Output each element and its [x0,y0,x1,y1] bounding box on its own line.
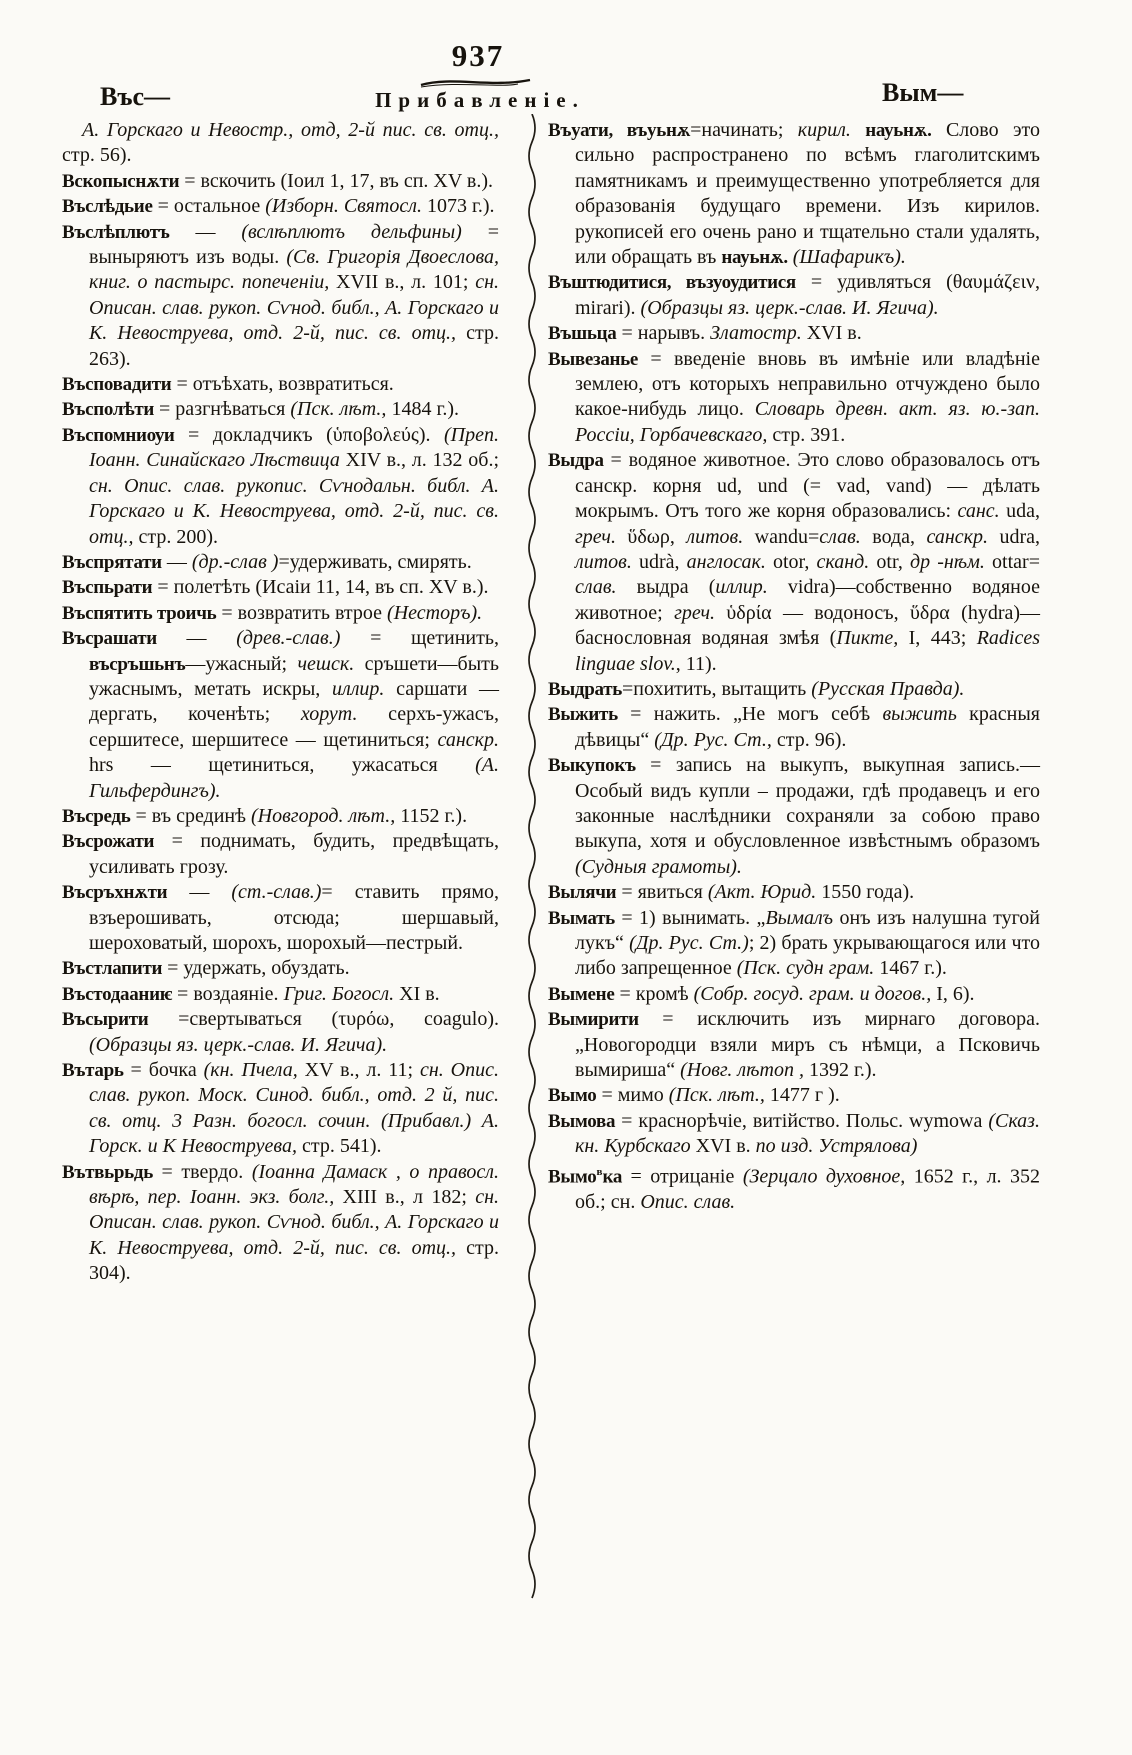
dictionary-entry [548,753,1040,880]
body-text: стр. 56). [62,144,132,167]
right-catchword: Вым— [882,78,964,107]
body-text: = докладчикъ ( [174,423,333,446]
dictionary-entry [548,880,1040,905]
body-text: = поднимать, будить, предвѣщать, усиливать грозу. [89,830,499,878]
citation-text: Златостр. [710,322,802,345]
body-text: = остальное [152,195,266,218]
body-text: = отрицаніе [622,1165,743,1188]
entry-headword: Вымо [548,1085,597,1107]
citation-text: (Св. Григорія Двоеслова, книг. о пастырс. попеченіи, [89,246,499,294]
citation-text: выжить [882,703,957,726]
body-text: 1152 г.). [395,804,468,827]
citation-text: иллир. [715,576,768,599]
body-text: = воздаяніе. [172,982,284,1005]
entry-headword: Въсрашати [62,628,157,650]
citation-text: (кн. Пчела, [203,1059,298,1082]
body-text: — [161,550,192,573]
entry-headword: Вылячи [548,882,617,904]
body-text: = возвратить втрое [216,601,388,624]
body-text: = введеніе вновь въ имѣніе или владѣніе землею, отъ которыхъ неправильно отчуждено было какое-нибудь лицо. [575,347,1040,421]
entry-headword: Въштюдитися, възуоудитися [548,272,796,294]
body-text: XVII в., л. 101; [329,271,476,294]
entry-headword: науьнѫ. [721,247,788,269]
body-text: = полетѣть (Исаіи 11, 14, въ сп. XV в.). [152,576,489,599]
left-column [62,118,499,1287]
body-text: =удерживать, смирять. [278,550,472,573]
entry-headword: Вымирити [548,1009,639,1031]
dictionary-entry [62,423,499,550]
body-text: = выныряютъ изъ воды. [89,220,499,269]
body-text: —ужасный; [185,652,298,675]
citation-text: санскр. [926,525,989,548]
entry-headword: Вътарь [62,1060,124,1082]
citation-text: по изд. Устрялова) [755,1135,918,1158]
dictionary-entry [62,626,499,804]
left-catchword: Въс— [100,82,171,111]
body-text: вода, [860,525,927,548]
dictionary-entry [548,906,1040,982]
body-text: = запись на выкупъ, выкупная запись.—Особый видъ купли – продажи, гдѣ продавецъ и его законные наслѣдники сохраняли за собою право выкупа, хотя и обусловленное извѣстнымъ образомъ [575,754,1040,853]
dictionary-entry [548,448,1040,677]
body-text: I, 443; [898,627,977,650]
entry-headword: Въспрятати [62,551,162,573]
body-text: ; 2) брать укрывающагося или что либо запрещенное [575,932,1040,980]
body-text: hrs — щетиниться, ужасаться [89,754,476,777]
entry-continuation [62,118,499,169]
citation-text: (Шафарикъ). [792,246,906,269]
body-text: Слово это сильно распространено по всѣмъ глаголитскимъ памятникамъ и преимущественно употребляется для образованія будущаго времени. Изъ кирилов. рукописей его очень рано и тщательно стали удалять, или обращать въ [575,119,1041,269]
dictionary-entry [62,575,499,600]
dictionary-entry [548,1109,1040,1160]
greek-text: ὑδρία [726,601,772,624]
body-text: 1467 г.). [874,957,947,980]
body-text: стр. 263). [89,322,499,370]
body-text: 1392 г.). [803,1059,877,1082]
citation-text: (Русская Правда). [811,677,965,700]
citation-text: англосак. [686,550,766,573]
entry-headword: Въслѣдьие [62,196,153,218]
body-text: = водяное животное. Это слово образовалось отъ санскр. корня ud, und (= vad, vand) — дѣлать мокрымъ. Отъ того же корня образовались: [575,449,1040,523]
body-text: = твердо. [152,1160,252,1183]
citation-text: (Іоанна Дамаск , о правосл. вѣрѣ, пер. Іоанн. экз. болг., [89,1160,499,1209]
greek-text: τυρόω [338,1008,390,1031]
dictionary-entry [62,550,499,575]
entry-headword: Выдрать [548,678,622,700]
dictionary-entry [62,372,499,397]
citation-text: (А. Гильфердингъ). [89,754,499,802]
entry-headword: Въшьца [548,323,617,345]
citation-text: санс. [957,500,1000,523]
body-text: стр. 200). [133,525,218,548]
entry-headword: Въспомниѹи [62,424,175,446]
body-text: vidra)—собственно водяное животное; [575,576,1041,624]
entry-headword: Вывезанье [548,348,639,370]
citation-text: (Образцы яз. церк.-слав. И. Ягича). [89,1033,388,1056]
dictionary-entry [548,118,1040,270]
dictionary-entry [548,1007,1040,1083]
citation-text: (Пск. судн грам. [736,957,875,980]
entry-headword: ка [602,1166,623,1188]
dictionary-entry [548,677,1040,702]
citation-text: Григ. Богосл. [283,982,395,1005]
citation-text: (вслѣплютъ дельфины) [241,220,462,243]
body-text: otor, [765,550,817,573]
entry-headword: Въсредь [62,805,131,827]
body-text: uda, [999,500,1040,523]
body-text: = отъѣхать, возвратиться. [171,373,394,396]
citation-text: сканд. [816,550,870,573]
body-text: = исключить изъ мирнаго договора. „Новогородци взяли миръ съ нѣмци, а Псковичь вымириша“ [575,1008,1040,1082]
body-text: — [167,881,232,904]
body-text: =свертываться ( [148,1008,339,1031]
body-text: — водоносъ, [771,601,910,624]
citation-text: (ст.-слав.) [231,881,322,904]
citation-text: греч. [674,601,716,624]
dictionary-entry [62,880,499,956]
citation-text: литов. [575,550,632,573]
body-text: , coagulo). [389,1008,499,1031]
body-text: сръшети—быть ужаснымъ, метать искры, [89,652,499,700]
body-text: = нажить. „Не могъ себѣ [617,703,883,726]
page-number: 937 [451,38,505,73]
citation-text: слав. [575,576,617,599]
entry-headword: Въсрожати [62,831,155,853]
dictionary-entry [548,321,1040,346]
dictionary-entry [548,1160,1040,1215]
body-text: udrà, [631,550,687,573]
citation-text: (Новгород. лѣт., [251,804,396,827]
citation-text: санскр. [437,728,499,751]
body-text: = нарывъ. [616,322,711,345]
body-text: стр. 304). [89,1236,499,1285]
body-text: =начинать; [690,119,798,141]
body-text: = кромѣ [614,982,694,1005]
dictionary-entry [62,397,499,422]
dictionary-entry [62,601,499,626]
body-text: = разгнѣваться [154,398,291,421]
dictionary-entry [548,1083,1040,1108]
dictionary-entry [548,982,1040,1007]
entry-headword: Въсповадити [62,374,172,396]
body-text: = ставить прямо, взъерошивать, отсюда; шершавый, шероховатый, шорохъ, шорохый—пестрый. [89,881,499,954]
citation-text: (др.-слав ) [191,550,279,573]
entry-headword: Вскопыснѫти [62,170,180,192]
body-text: XI в. [394,982,440,1005]
body-text: = мимо [596,1084,669,1107]
body-text: = въ срединѣ [130,804,251,827]
entry-headword: Въспятить троичь [62,602,217,624]
citation-text: (Акт. Юрид. [707,881,817,904]
citation-text: слав. [819,525,861,548]
citation-text: (древ.-слав.) [236,627,341,650]
body-text: 1484 г.). [386,398,460,421]
body-text: выдра ( [616,576,716,599]
citation-text: литов. [686,525,744,548]
dictionary-entry [62,1160,499,1287]
entry-headword: Въстодааниѥ [62,983,173,1005]
body-text: — [156,627,237,650]
citation-text: Опис. слав. [640,1190,736,1213]
body-text: стр. 96). [771,728,847,751]
body-text: XVI в. [801,322,862,345]
citation-text: Пикте, [836,627,899,650]
dictionary-entry [62,194,499,219]
body-text: (hydra)—баснословная водяная змѣя ( [575,601,1041,650]
body-text: ottar= [984,550,1040,573]
citation-text: (Пск. лѣт., [668,1084,765,1107]
body-text: = явиться [616,881,708,904]
citation-text: греч. [575,525,616,548]
body-text: = бочка [123,1059,204,1082]
body-text: udra, [988,525,1041,548]
dictionary-entry [62,982,499,1007]
dictionary-entry [62,220,499,372]
citation-text: (Зерцало духовное, [742,1165,906,1188]
entry-headword: Вымо [548,1166,597,1188]
body-text: = щетинить, [340,627,499,650]
dictionary-entry [62,1007,499,1058]
greek-text: θαυμάζειν [952,271,1035,294]
body-text: = 1) вынимать. „ [614,906,766,929]
entry-headword: Выжить [548,704,618,726]
greek-text: ὕδωρ [627,525,670,548]
dictionary-entry [62,169,499,194]
citation-text: (Сказ. кн. Курбскаго [575,1109,1040,1158]
body-text: I, 6). [931,982,975,1005]
body-text: , mirari). [575,271,1040,319]
citation-text: сн. Описан. слав. рукоп. Сѵнод. библ., А. Горскаго и К. Невоструева, отд. 2-й, пис. св. отц., [89,1186,500,1259]
dictionary-entry [62,829,499,880]
entry-headword: Выдра [548,450,604,472]
body-text: XIV в., л. 132 об.; [339,449,500,472]
citation-text: (Др. Рус. Ст., [654,728,772,751]
body-text [851,119,865,141]
column-divider [524,114,540,1604]
entry-headword: Въспьрати [62,577,153,599]
citation-text: (Собр. госуд. грам. и догов., [693,982,932,1005]
right-column [548,118,1040,1215]
body-text: = удивляться ( [795,271,953,294]
body-text: wandu= [743,525,820,548]
citation-text: А. Горскаго и Невостр., отд, 2-й пис. св. отц., [82,119,499,141]
body-text: otr, [869,550,910,573]
dictionary-entry [62,804,499,829]
body-text [616,526,627,548]
entry-headword: Выкупокъ [548,755,636,777]
citation-text: (Судныя грамоты). [575,855,742,878]
citation-text: сн. Описан. слав. рукоп. Сѵнод. библ., А. Горскаго и К. Невоструева, отд. 2-й, пис. св. отц., [89,271,499,345]
greek-text: ὕδρα [910,601,950,624]
citation-text: (Преп. Іоанн. Синайскаго Лѣствица [89,423,499,472]
entry-headword: Въсполѣти [62,399,155,421]
citation-text: (Изборн. Святосл. [265,195,422,218]
citation-text: Словарь древн. акт. яз. ю.-зап. Россіи, Горбачевскаго, [575,398,1040,446]
body-text [715,602,726,624]
body-text: XIII в., л 182; [334,1186,476,1209]
citation-text: (Образцы яз. церк.-слав. И. Ягича). [640,296,939,319]
citation-text: (Несторъ). [387,601,483,624]
body-text: красныя дѣвицы“ [575,703,1040,751]
entry-headword: Вымать [548,907,615,929]
body-text: онъ изъ налушна тугой лукъ“ [575,906,1040,954]
entry-headword: Въсырити [62,1009,149,1031]
body-text: = краснорѣчіе, витійство. Польс. wymowa [615,1109,989,1132]
citation-text: чешск. [297,652,355,675]
citation-text: сн. Опис. слав. рукоп. Моск. Синод. библ., отд. 2 й, пис. св. отц. 3 Разн. богосл. сочин. (Прибавл.) А. Горск. и К Невоструева, [89,1059,499,1158]
citation-text: хорут. [300,703,358,726]
body-text: XVI в. [690,1135,756,1158]
body-text: — [169,220,242,243]
citation-text: кирил. [797,119,851,141]
entry-headword: науьнѫ. [865,120,932,141]
body-text: 1652 г., л. 352 об.; сн. [575,1165,1040,1213]
body-text: саршати — дергать, коченѣть; [89,677,500,726]
body-text: ). [418,423,445,446]
citation-text: иллир. [331,677,385,700]
body-text: 1550 года). [816,881,915,904]
entry-headword: Вымене [548,983,615,1005]
body-text: 1073 г.). [421,195,495,218]
citation-text: др -нѣм. [909,550,985,573]
body-text: стр. 391. [767,423,846,446]
body-text: стр. 541). [296,1135,382,1158]
dictionary-entry [548,270,1040,321]
body-text: =похитить, вытащить [621,677,812,700]
citation-text: Radices linguae slov. [575,627,1041,675]
entry-headword: Въсръхнѫти [62,882,168,904]
body-text: = удержать, обуздать. [162,957,350,980]
citation-text: (Др. Рус. Ст.) [629,932,749,954]
entry-headword: Въуати, въуьнѫ [548,120,691,141]
entry-headword: въсръшьнъ [89,653,186,675]
dictionary-entry [62,1058,499,1160]
body-text: , 11). [675,652,717,675]
citation-text: (Новг. лѣтоп , [680,1059,804,1082]
section-title: Прибавленіе. [375,88,585,112]
citation-text: сн. Опис. слав. рукопис. Сѵнодальн. библ. А. Горскаго и К. Невоструева, отд. 2-й, пис. св. отц., [89,474,499,548]
entry-headword: Въслѣплютъ [62,221,170,243]
body-text: = вскочить (Іоил 1, 17, въ сп. XV в.). [179,169,494,192]
superscript-letter: в [596,1165,603,1178]
entry-headword: Вътвьрьдь [62,1161,153,1183]
greek-text: ὑποβολεύς [332,423,419,446]
entry-headword: Вымова [548,1110,616,1132]
dictionary-entry [548,347,1040,449]
entry-headword: Въстлапити [62,958,163,980]
body-text: 1477 г ). [764,1084,840,1107]
body-text: XV в., л. 11; [297,1059,420,1082]
dictionary-entry [62,956,499,981]
body-text: серхъ-ужасъ, сершитесе, шершитесе — щетиниться; [89,703,500,751]
dictionary-entry [548,702,1040,753]
citation-text: Вымалъ [765,906,834,929]
citation-text: (Пск. лѣт., [290,398,387,421]
body-text: , [669,525,687,548]
